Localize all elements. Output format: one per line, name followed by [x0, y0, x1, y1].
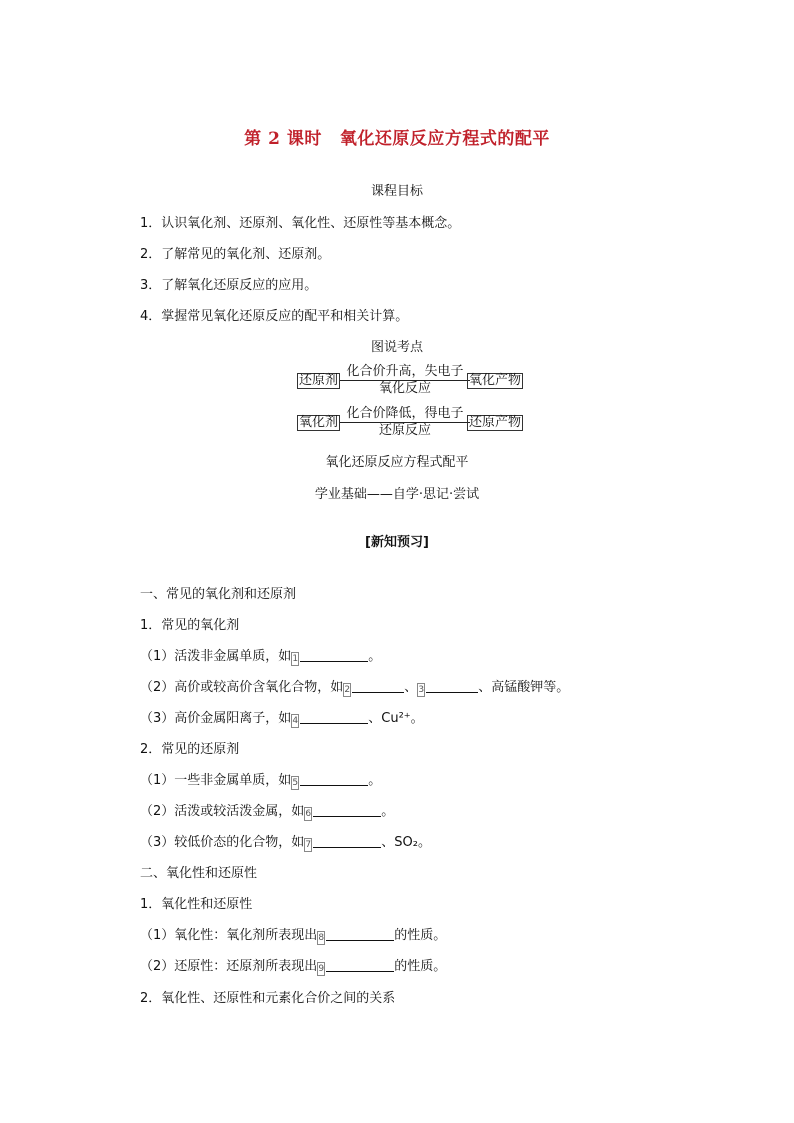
- oxidizer-item-2: （2）高价或较高价含氧化合物，如2 、3 、高锰酸钾等。: [140, 680, 570, 695]
- reduction-arrow: [340, 406, 470, 439]
- oxidizer-item-3: （3）高价金属阳离子，如4 、Cu²⁺。: [140, 711, 424, 726]
- oxidation-arrow-label: 化合价升高，失电子: [340, 364, 470, 381]
- lesson-topic: 氧化还原反应方程式的配平: [339, 129, 550, 149]
- reducer-item-2: （2）活泼或较活泼金属，如6 。: [140, 804, 395, 819]
- reduction-reaction-label: 还原反应: [378, 423, 431, 438]
- preview-heading: [新知预习]: [365, 535, 429, 550]
- fill-blank[interactable]: 1: [291, 649, 368, 666]
- oxidizer-term: 氧化剂: [299, 415, 339, 430]
- reduction-product-term: 还原产物: [469, 415, 522, 430]
- fill-blank[interactable]: 2: [343, 680, 404, 697]
- fill-blank[interactable]: 9: [317, 959, 394, 976]
- reducer-term: 还原剂: [299, 373, 339, 388]
- reducer-item-3: （3）较低价态的化合物，如7 、SO₂。: [140, 835, 431, 850]
- fill-blank[interactable]: 8: [317, 928, 394, 945]
- fill-blank[interactable]: 3: [417, 680, 478, 697]
- diagram-heading: 图说考点: [370, 340, 423, 355]
- diagram-caption: 氧化还原反应方程式配平: [325, 455, 469, 470]
- goal-item: 3．了解氧化还原反应的应用。: [140, 278, 318, 293]
- fill-blank[interactable]: 6: [304, 804, 381, 821]
- fill-blank[interactable]: 5: [291, 773, 368, 790]
- section2-heading: 二、氧化性和还原性: [140, 866, 258, 881]
- section1-sub1: 1．常见的氧化剂: [140, 618, 240, 633]
- fill-blank[interactable]: 7: [304, 835, 381, 852]
- goal-item: 1．认识氧化剂、还原剂、氧化性、还原性等基本概念。: [140, 216, 461, 231]
- oxidizer-item-1: （1）活泼非金属单质，如1 。: [140, 649, 382, 664]
- goal-item: 2．了解常见的氧化剂、还原剂。: [140, 247, 331, 262]
- reduction-arrow-label: 化合价降低，得电子: [340, 406, 470, 423]
- diagram-row-oxidizer: [0, 406, 794, 440]
- reducer-item-1: （1）一些非金属单质，如5 。: [140, 773, 382, 788]
- section2-sub2: 2．氧化性、还原性和元素化合价之间的关系: [140, 991, 396, 1006]
- oxidation-product-term: 氧化产物: [469, 373, 522, 388]
- lesson-number: 第 2 课时: [244, 129, 322, 149]
- diagram-row-reducer: [0, 364, 794, 398]
- oxidation-arrow: [340, 364, 470, 397]
- page-title: [0, 124, 794, 149]
- goal-item: 4．掌握常见氧化还原反应的配平和相关计算。: [140, 309, 409, 324]
- basics-heading: 学业基础——自学·思记·尝试: [314, 487, 480, 502]
- reducing-property-item: （2）还原性：还原剂所表现出9 的性质。: [140, 959, 447, 974]
- section1-heading: 一、常见的氧化剂和还原剂: [140, 587, 297, 602]
- section1-sub2: 2．常见的还原剂: [140, 742, 240, 757]
- oxidizing-property-item: （1）氧化性：氧化剂所表现出8 的性质。: [140, 928, 447, 943]
- fill-blank[interactable]: 4: [291, 711, 368, 728]
- section2-sub1: 1．氧化性和还原性: [140, 897, 253, 912]
- goals-heading: 课程目标: [370, 184, 423, 199]
- oxidation-reaction-label: 氧化反应: [378, 381, 431, 396]
